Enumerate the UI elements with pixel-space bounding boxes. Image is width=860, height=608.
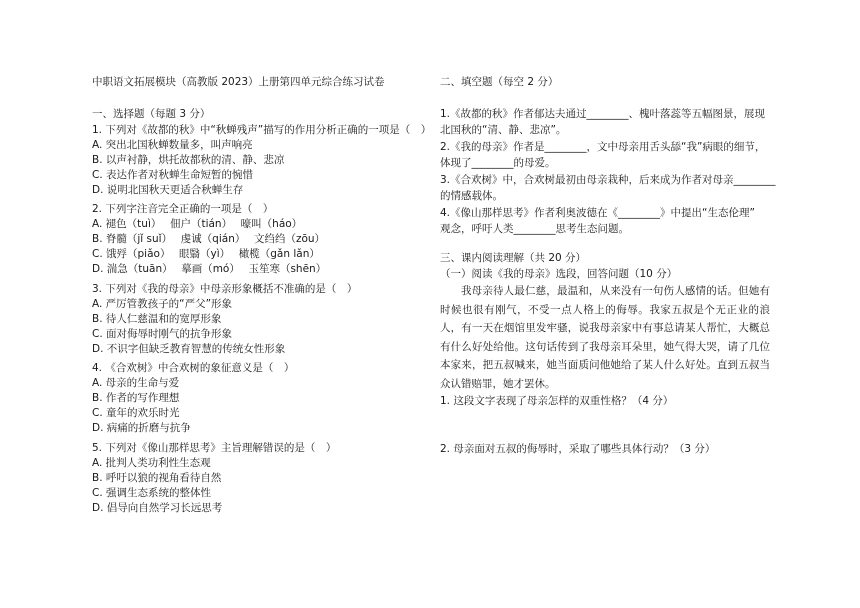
q5-stem: 5. 下列对《像山那样思考》主旨理解错误的是（ ）: [92, 442, 337, 454]
q3-option-d: D. 不识字但缺乏教育智慧的传统女性形象: [92, 343, 286, 355]
fill-line: 观念，呼吁人类________思考生态问题。: [440, 223, 629, 235]
fill-line: 北国秋的“清、静、悲凉”。: [440, 124, 567, 136]
q4-option-b: B. 作者的写作理想: [92, 392, 180, 404]
q2-option-a: A. 褪色（tuì） 佃户（tián） 嚎叫（háo）: [92, 218, 303, 230]
q2-option-b: B. 脊髓（jǐ suǐ） 虔诚（qián） 文绉绉（zōu）: [92, 233, 326, 245]
q4-option-d: D. 病痛的折磨与抗争: [92, 422, 191, 434]
q1-stem: 1. 下列对《故都的秋》中“秋蝉残声”描写的作用分析正确的一项是（ ）: [92, 124, 432, 136]
q1-option-d: D. 说明北国秋天更适合秋蝉生存: [92, 184, 244, 196]
reading-question-2: 2. 母亲面对五叔的侮辱时，采取了哪些具体行动？（3 分）: [440, 443, 716, 455]
q5-option-a: A. 批判人类功利性生态观: [92, 457, 211, 469]
q5-option-b: B. 呼吁以狼的视角看待自然: [92, 472, 222, 484]
q2-option-d: D. 湍急（tuān） 摹画（mó） 玉笙寒（shēn）: [92, 263, 327, 275]
q5-option-c: C. 强调生态系统的整体性: [92, 487, 212, 499]
q1-option-a: A. 突出北国秋蝉数量多，叫声响亮: [92, 139, 253, 151]
q3-option-a: A. 严厉管教孩子的“严父”形象: [92, 298, 233, 310]
q3-stem: 3. 下列对《我的母亲》中母亲形象概括不准确的是（ ）: [92, 283, 358, 295]
fill-line: 体现了________的母爱。: [440, 157, 556, 169]
fill-line: 1.《故都的秋》作者郁达夫通过________、槐叶落蕊等五幅图景，展现: [440, 108, 766, 120]
fill-line: 3.《合欢树》中，合欢树最初由母亲栽种，后来成为作者对母亲________: [440, 174, 776, 186]
q4-stem: 4. 《合欢树》中合欢树的象征意义是（ ）: [92, 362, 295, 374]
exam-title: 中职语文拓展模块（高教版 2023）上册第四单元综合练习试卷: [92, 76, 385, 88]
section2-heading: 二、填空题（每空 2 分）: [440, 76, 559, 88]
fill-line: 2.《我的母亲》作者是________，文中母亲用舌头舔“我”病眼的细节，: [440, 141, 766, 153]
part1-heading: （一）阅读《我的母亲》选段，回答问题（10 分）: [440, 268, 678, 280]
fill-line: 4.《像山那样思考》作者利奥波德在《________》中提出“生态伦理”: [440, 207, 755, 219]
reading-question-1: 1. 这段文字表现了母亲怎样的双重性格？（4 分）: [440, 395, 674, 407]
section1-heading: 一、选择题（每题 3 分）: [92, 108, 211, 120]
q5-option-d: D. 倡导向自然学习长远思考: [92, 502, 223, 514]
q4-option-a: A. 母亲的生命与爱: [92, 377, 180, 389]
q1-option-b: B. 以声衬静，烘托故都秋的清、静、悲凉: [92, 154, 285, 166]
q2-stem: 2. 下列字注音完全正确的一项是（ ）: [92, 203, 274, 215]
fill-line: 的情感载体。: [440, 190, 503, 202]
reading-passage: 我母亲待人最仁慈，最温和，从来没有一句伤人感情的话。但她有时候也很有刚气，不受一点人格上的侮辱。我家五叔是个无正业的浪人，有一天在烟馆里发牢骚，说我母亲家中有事总请某人帮忙，大概总有什么好处给他。这句话传到了我母亲耳朵里，她气得大哭，请了几位本家来，把五叔喊来，她当面质问他她给了某人什么好处。直到五叔当众认错赔罪，她才罢休。: [440, 285, 770, 390]
q3-option-c: C. 面对侮辱时刚气的抗争形象: [92, 328, 233, 340]
section3-heading: 三、课内阅读理解（共 20 分）: [440, 252, 587, 264]
q4-option-c: C. 童年的欢乐时光: [92, 407, 180, 419]
q3-option-b: B. 待人仁慈温和的宽厚形象: [92, 313, 222, 325]
q2-option-c: C. 饿殍（piǎo） 眼翳（yì） 橄榄（gǎn lǎn）: [92, 248, 320, 260]
q1-option-c: C. 表达作者对秋蝉生命短暂的惋惜: [92, 169, 254, 181]
